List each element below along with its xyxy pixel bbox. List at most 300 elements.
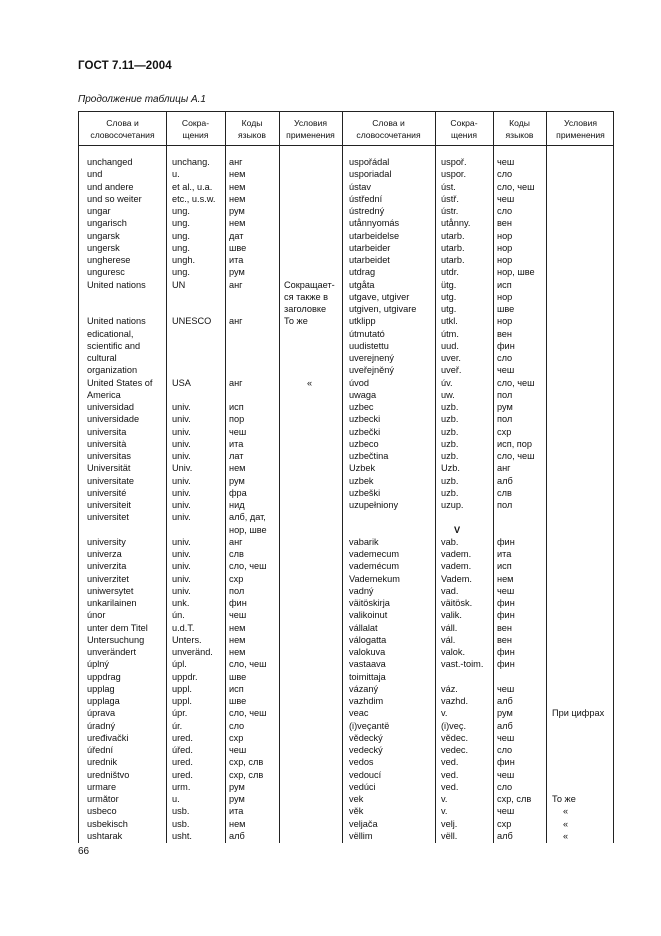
table-cell: uppl. <box>172 696 192 706</box>
table-row <box>79 511 615 523</box>
table-cell: útmutató <box>349 328 385 339</box>
table-cell: пол <box>497 389 513 400</box>
table-cell: uspor. <box>441 169 467 180</box>
table-cell: Uzb. <box>441 463 460 474</box>
table-cell: et al., u.a. <box>172 181 213 192</box>
table-cell: сло <box>497 206 513 216</box>
column-header-line: Коды <box>241 118 263 128</box>
table-cell: uzb. <box>441 402 459 412</box>
table-cell: сло <box>497 745 513 755</box>
table-cell: анг <box>229 316 243 327</box>
table-cell: univ. <box>172 549 191 559</box>
table-cell: univ. <box>172 402 191 412</box>
table-cell: váll. <box>441 622 458 633</box>
table-cell: universitate <box>87 475 134 486</box>
page-number: 66 <box>78 846 90 857</box>
table-row <box>79 254 615 266</box>
table-cell: cultural <box>87 353 117 363</box>
table-cell: ungh. <box>172 255 195 265</box>
table-cell: vastaava <box>349 659 386 670</box>
table-cell: uzb. <box>441 451 459 461</box>
table-cell: лат <box>229 451 244 461</box>
table-row <box>79 818 615 830</box>
table-cell: univerza <box>87 549 122 559</box>
table-cell: utgave, utgiver <box>349 291 410 302</box>
table-cell: ústr. <box>441 206 459 216</box>
table-cell: вен <box>497 218 512 229</box>
table-cell: uzbec <box>349 402 374 412</box>
table-cell: valokuva <box>349 647 386 657</box>
table-cell: ungar <box>87 206 111 216</box>
table-cell: исп <box>229 683 244 694</box>
table-cell: vëll. <box>441 830 458 841</box>
table-row <box>79 340 615 352</box>
table-cell: utarbeidelse <box>349 230 400 241</box>
table-cell: анг <box>497 463 511 474</box>
table-cell: рум <box>229 794 245 804</box>
table-row <box>79 769 615 781</box>
table-cell: фин <box>497 647 515 657</box>
column-header <box>225 117 279 141</box>
column-header-line: щения <box>182 130 209 140</box>
table-caption: Продолжение таблицы А.1 <box>78 94 206 105</box>
table-row <box>79 193 615 205</box>
table-cell: valik. <box>441 610 462 621</box>
table-cell: uspořádal <box>349 157 390 167</box>
table-cell: vab. <box>441 536 459 547</box>
table-cell: vëllim <box>349 830 373 841</box>
table-cell: universidade <box>87 414 140 425</box>
table-row <box>79 805 615 817</box>
table-row <box>79 560 615 572</box>
table-cell: usht. <box>172 830 192 841</box>
table-cell: vademécum <box>349 561 400 572</box>
table-cell: valikoinut <box>349 610 388 621</box>
table-cell: vademecum <box>349 549 400 559</box>
table-cell: рум <box>229 206 245 216</box>
table-cell: unverändert <box>87 647 137 657</box>
table-cell: анг <box>229 279 243 290</box>
table-cell: uzb. <box>441 487 459 498</box>
table-cell: usbekisch <box>87 818 128 829</box>
table-cell: university <box>87 536 126 547</box>
table-cell: чеш <box>229 610 247 621</box>
table-cell: univ. <box>172 475 191 486</box>
table-cell: нор <box>497 242 513 253</box>
table-cell: UN <box>172 279 186 290</box>
table-cell: edicational, <box>87 328 134 339</box>
table-cell: заголовке <box>284 304 327 314</box>
table-row <box>79 352 615 364</box>
table-cell: utånnyomás <box>349 218 400 229</box>
table-cell: usb. <box>172 818 190 829</box>
table-cell: слв <box>229 549 244 559</box>
document-title: ГОСТ 7.11—2004 <box>78 60 172 72</box>
table-cell: universitet <box>87 512 129 523</box>
table-cell: uveř. <box>441 365 462 376</box>
column-header-line: Сокра- <box>450 118 478 128</box>
table-cell: utgåta <box>349 279 375 290</box>
table-cell: uverejnený <box>349 353 394 363</box>
table-cell: ún. <box>172 610 185 621</box>
table-cell: сло <box>229 720 245 731</box>
table-cell: чеш <box>497 806 515 817</box>
table-cell: uppdr. <box>172 671 198 682</box>
table-cell: фин <box>497 536 515 547</box>
table-cell: ústredný <box>349 206 385 216</box>
table-cell: uw. <box>441 389 455 400</box>
table-row <box>79 622 615 634</box>
table-cell: úpr. <box>172 708 188 719</box>
table-cell: u.d.T. <box>172 622 195 633</box>
column-header-line: применения <box>556 130 605 140</box>
table-cell: uzb. <box>441 475 459 486</box>
table-cell: ungarsk <box>87 230 120 241</box>
table-cell: vedos <box>349 757 374 768</box>
table-cell: сло, чеш <box>229 659 267 670</box>
table-cell: scientific and <box>87 340 141 351</box>
table-cell: ved. <box>441 769 459 780</box>
table-cell: usporiadal <box>349 169 392 180</box>
table-cell: America <box>87 389 121 400</box>
table-cell: univ. <box>172 536 191 547</box>
column-header-line: Слова и <box>106 118 139 128</box>
table-cell: unchanged <box>87 157 133 167</box>
table-cell: urmare <box>87 781 117 792</box>
table-row <box>79 585 615 597</box>
table-row <box>79 499 615 511</box>
table-cell: univ. <box>172 426 191 437</box>
table-cell: чеш <box>497 683 515 694</box>
table-cell: рум <box>229 475 245 486</box>
table-cell: шве <box>229 696 247 706</box>
table-cell: схр, слв <box>229 769 264 780</box>
table-cell: чеш <box>497 157 515 167</box>
table-cell: úřední <box>87 745 114 755</box>
table-cell: фин <box>497 757 515 768</box>
table-cell: uzbeco <box>349 438 379 449</box>
table-cell: univerzitet <box>87 573 129 584</box>
table-cell: вен <box>497 328 512 339</box>
table-cell: úprava <box>87 708 116 719</box>
table-cell: vědecký <box>349 732 383 743</box>
table-cell: uzbecki <box>349 414 381 425</box>
table-cell: vedecký <box>349 745 383 755</box>
table-row <box>79 230 615 242</box>
table-cell: пол <box>497 500 513 510</box>
table-row <box>79 536 615 548</box>
table-row <box>79 413 615 425</box>
column-header <box>493 117 546 141</box>
table-cell: анг <box>229 377 243 388</box>
table-cell: чеш <box>497 365 515 376</box>
table-cell: сло, чеш <box>497 181 535 192</box>
table-cell: velj. <box>441 818 458 829</box>
table-cell: « <box>563 818 569 829</box>
table-cell: útm. <box>441 328 459 339</box>
table-cell: исп, пор <box>497 438 533 449</box>
table-cell: нор, шве <box>497 267 535 278</box>
table-cell: схр <box>497 426 512 437</box>
table-cell: нор <box>497 230 513 241</box>
table-cell: « <box>307 377 313 388</box>
table-cell: utg. <box>441 304 457 314</box>
table-cell: vedec. <box>441 745 469 755</box>
table-cell: алб <box>497 830 513 841</box>
table-cell: сло <box>497 169 513 180</box>
column-header-line: Сокра- <box>181 118 210 128</box>
table-cell: uzb. <box>441 426 459 437</box>
table-row <box>79 524 615 536</box>
table-cell: вен <box>497 622 512 633</box>
table-cell: universitas <box>87 451 131 461</box>
table-row <box>79 205 615 217</box>
table-cell: unkarilainen <box>87 598 137 608</box>
table-cell: univ. <box>172 451 191 461</box>
table-row <box>79 242 615 254</box>
table-row <box>79 389 615 401</box>
column-header-line: Слова и <box>372 118 405 128</box>
table-cell: veac <box>349 708 369 719</box>
table-cell: нем <box>229 818 246 829</box>
table-cell: нор, шве <box>229 524 267 535</box>
table-cell: Vadem. <box>441 573 472 584</box>
table-cell: ung. <box>172 242 190 253</box>
table-cell: v. <box>441 806 448 817</box>
table-row <box>79 634 615 646</box>
table-cell: фин <box>497 659 515 670</box>
table-cell: чеш <box>229 426 247 437</box>
column-header-line: языков <box>238 130 266 140</box>
table-row <box>79 732 615 744</box>
table-row <box>79 328 615 340</box>
table-cell: úřed. <box>172 745 193 755</box>
table-cell: фра <box>229 487 247 498</box>
table-cell: нор <box>497 291 513 302</box>
table-cell: uzupełniony <box>349 500 399 510</box>
table-cell: uud. <box>441 340 459 351</box>
table-cell: ured. <box>172 757 193 768</box>
table-row <box>79 781 615 793</box>
table-cell: vědec. <box>441 732 469 743</box>
table-cell: utarb. <box>441 242 465 253</box>
table-cell: etc., u.s.w. <box>172 193 216 204</box>
table-row <box>79 168 615 180</box>
column-header <box>435 117 493 141</box>
table-cell: uredništvo <box>87 769 130 780</box>
table-cell: нор <box>497 255 513 265</box>
table-row <box>79 793 615 805</box>
table-cell: ved. <box>441 781 459 792</box>
table-cell: United nations <box>87 316 146 327</box>
table-cell: дат <box>229 230 244 241</box>
table-cell: toimittaja <box>349 671 386 682</box>
table-cell: úv. <box>441 377 453 388</box>
table-cell: шве <box>229 671 247 682</box>
table-cell: vadem. <box>441 561 472 572</box>
table-row <box>79 462 615 474</box>
table-cell: upplag <box>87 683 115 694</box>
table-cell: ита <box>229 438 244 449</box>
table-cell: чеш <box>229 745 247 755</box>
table-cell: valok. <box>441 647 466 657</box>
table-row <box>79 756 615 768</box>
table-cell: univ. <box>172 585 191 596</box>
table-cell: uzbečki <box>349 426 381 437</box>
table-cell: шве <box>497 304 515 314</box>
table-cell: нем <box>229 181 246 192</box>
table-cell: нем <box>229 463 246 474</box>
table-cell: urednik <box>87 757 118 768</box>
table-cell: univ. <box>172 414 191 425</box>
column-header-line: применения <box>286 130 335 140</box>
table-cell: ита <box>229 806 244 817</box>
table-cell: сло, чеш <box>229 708 267 719</box>
table-cell: Vademekum <box>349 573 400 584</box>
table-cell: ungherese <box>87 255 131 265</box>
table-cell: vadný <box>349 585 374 596</box>
table-row <box>79 707 615 719</box>
table-cell: uređivački <box>87 732 129 743</box>
table-cell: uzup. <box>441 500 464 510</box>
table-cell: То же <box>284 316 308 327</box>
column-header <box>166 117 225 141</box>
table-cell: USA <box>172 377 191 388</box>
column-header <box>342 117 435 141</box>
table-row <box>79 720 615 732</box>
table-cell: Universität <box>87 463 131 474</box>
table-cell: нем <box>229 169 246 180</box>
table-cell: váz. <box>441 683 458 694</box>
abbreviation-table <box>78 111 614 843</box>
table-cell: úplný <box>87 659 109 670</box>
table-cell: нид <box>229 500 245 510</box>
table-cell: ита <box>497 549 512 559</box>
table-cell: нем <box>229 193 246 204</box>
table-cell: utarbeider <box>349 242 391 253</box>
table-cell: Uzbek <box>349 463 376 474</box>
table-cell: вен <box>497 634 512 645</box>
table-cell: usbeco <box>87 806 117 817</box>
column-header <box>279 117 342 141</box>
table-cell: utarb. <box>441 255 465 265</box>
table-cell: universidad <box>87 402 134 412</box>
table-row <box>79 377 615 389</box>
table-cell: пол <box>497 414 513 425</box>
table-cell: схр <box>497 818 512 829</box>
column-header-line: словосочетания <box>356 130 421 140</box>
table-cell: алб <box>497 696 513 706</box>
table-row <box>79 291 615 303</box>
table-cell: unk. <box>172 598 190 608</box>
table-row <box>79 450 615 462</box>
table-row <box>79 266 615 278</box>
table-cell: úpl. <box>172 659 187 670</box>
column-header-line: словосочетания <box>90 130 155 140</box>
table-cell: сло, чеш <box>229 561 267 572</box>
column-header <box>546 117 615 141</box>
table-cell: анг <box>229 157 243 167</box>
table-cell: v. <box>441 794 448 804</box>
table-row <box>79 181 615 193</box>
table-cell: ungersk <box>87 242 120 253</box>
table-cell: ütg. <box>441 279 457 290</box>
table-cell: схр <box>229 732 244 743</box>
table-cell: сло, чеш <box>497 451 535 461</box>
table-cell: (i)veçantë <box>349 720 390 731</box>
table-row <box>79 217 615 229</box>
table-cell: vázaný <box>349 683 379 694</box>
column-header-line: языков <box>505 130 534 140</box>
table-cell: veljača <box>349 818 378 829</box>
table-cell: usb. <box>172 806 190 817</box>
table-cell: věk <box>349 806 364 817</box>
table-cell: uudistettu <box>349 340 389 351</box>
table-cell: Untersuchung <box>87 634 145 645</box>
table-cell: схр <box>229 573 244 584</box>
table-row <box>79 658 615 670</box>
table-cell: сло <box>497 353 513 363</box>
table-cell: пор <box>229 414 245 425</box>
table-cell: vedoucí <box>349 769 382 780</box>
table-cell: organization <box>87 365 138 376</box>
table-cell: ústav <box>349 181 371 192</box>
table-cell: ústř. <box>441 193 459 204</box>
table-cell: слв <box>497 487 512 498</box>
table-cell: upplaga <box>87 696 120 706</box>
table-cell: алб, дат, <box>229 512 266 523</box>
table-cell: United States of <box>87 377 153 388</box>
table-cell: схр, слв <box>497 794 532 804</box>
table-cell: ungarisch <box>87 218 127 229</box>
table-cell: нем <box>229 622 246 633</box>
table-cell: unter dem Titel <box>87 622 148 633</box>
table-cell: ured. <box>172 732 193 743</box>
column-header-line: щения <box>451 130 477 140</box>
table-row <box>79 609 615 621</box>
table-cell: uspoř. <box>441 157 467 167</box>
table-cell: чеш <box>497 193 515 204</box>
table-cell: рум <box>497 708 513 719</box>
table-cell: пол <box>229 585 245 596</box>
table-cell: univ. <box>172 573 191 584</box>
table-cell: úr. <box>172 720 183 731</box>
table-cell: ung. <box>172 218 190 229</box>
table-row <box>79 597 615 609</box>
table-cell: uzbek <box>349 475 374 486</box>
table-cell: United nations <box>87 279 146 290</box>
table-cell: unchang. <box>172 157 210 167</box>
table-cell: úvod <box>349 377 369 388</box>
table-cell: ushtarak <box>87 830 123 841</box>
table-cell: utarb. <box>441 230 465 241</box>
table-cell: UNESCO <box>172 316 212 327</box>
table-cell: рум <box>497 402 513 412</box>
table-cell: unguresc <box>87 267 125 278</box>
table-cell: (i)veç. <box>441 720 467 731</box>
table-cell: нем <box>229 634 246 645</box>
table-cell: universiteit <box>87 500 131 510</box>
table-row <box>79 683 615 695</box>
table-cell: uzbečtina <box>349 451 389 461</box>
table-cell: vabarik <box>349 536 379 547</box>
table-cell: ústřední <box>349 193 383 204</box>
table-body <box>79 156 615 842</box>
table-cell: utklipp <box>349 316 376 327</box>
table-cell: uzb. <box>441 414 459 425</box>
table-cell: ита <box>229 255 244 265</box>
table-row <box>79 426 615 438</box>
